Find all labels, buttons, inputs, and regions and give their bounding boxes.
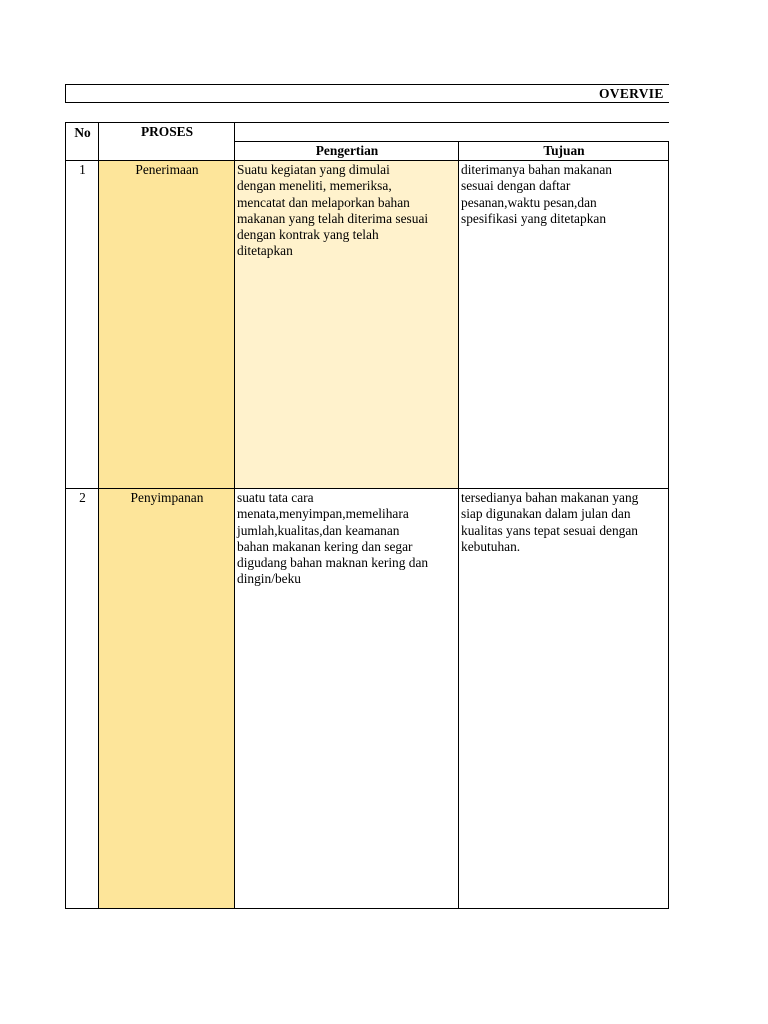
header-no: No — [65, 122, 99, 160]
title-bar — [65, 84, 669, 103]
row1-tujuan: diterimanya bahan makanan sesuai dengan daftar pesanan,waktu pesan,dan spesifikasi yang ditetapkan — [458, 160, 669, 489]
header-proses: PROSES — [98, 122, 235, 160]
row2-pengertian: suatu tata cara menata,menyimpan,memelihara jumlah,kualitas,dan keamanan bahan makanan kering dan segar digudang bahan maknan kering dan dingin/beku — [234, 488, 459, 909]
row1-no: 1 — [65, 160, 99, 489]
row2-no: 2 — [65, 488, 99, 909]
document-title: OVERVIE — [599, 86, 664, 101]
table-right-border — [668, 141, 669, 909]
row2-tujuan: tersedianya bahan makanan yang siap digunakan dalam julan dan kualitas yans tepat sesuai dengan kebutuhan. — [458, 488, 669, 909]
header-pengertian: Pengertian — [234, 141, 459, 160]
row1-proses: Penerimaan — [98, 160, 235, 489]
row1-pengertian: Suatu kegiatan yang dimulai dengan meneliti, memeriksa, mencatat dan melaporkan bahan makanan yang telah diterima sesuai dengan kontrak yang telah ditetapkan — [234, 160, 459, 489]
row2-proses: Penyimpanan — [98, 488, 235, 909]
header-group-blank — [234, 122, 669, 142]
table-bottom-border — [65, 908, 669, 909]
header-tujuan: Tujuan — [458, 141, 669, 160]
